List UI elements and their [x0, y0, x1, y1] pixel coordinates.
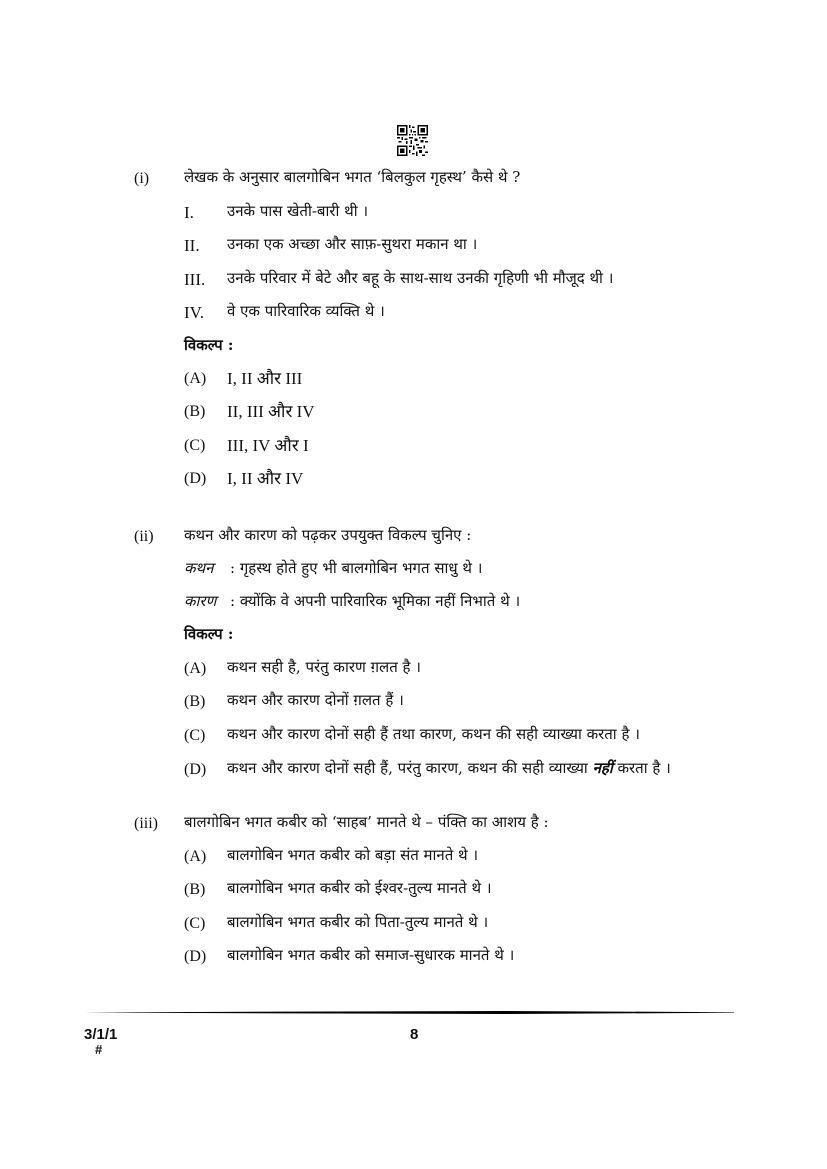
option-text-part: करता है । [612, 759, 671, 777]
reason-text: : क्योंकि वे अपनी पारिवारिक भूमिका नहीं निभाते थे । [230, 592, 521, 610]
option-text: कथन और कारण दोनों सही हैं तथा कारण, कथन की सही व्याख्या करता है । [227, 725, 640, 743]
question-text: बालगोबिन भगत कबीर को ‘साहब’ मानते थे – पंक्ति का आशय है : [184, 813, 549, 831]
option-label: (D) [184, 470, 207, 487]
option-text: बालगोबिन भगत कबीर को बड़ा संत मानते थे । [227, 846, 479, 864]
option-label: (C) [184, 437, 206, 454]
option-text: कथन सही है, परंतु कारण ग़लत है । [227, 658, 421, 676]
assertion-label: कथन [184, 559, 214, 577]
option-label: (B) [184, 403, 206, 420]
question-number: (iii) [134, 815, 158, 832]
page-number: 8 [410, 1026, 419, 1043]
option-text: बालगोबिन भगत कबीर को पिता-तुल्य मानते थे । [227, 913, 489, 931]
option-text: बालगोबिन भगत कबीर को ईश्वर-तुल्य मानते थे । [227, 879, 492, 897]
statement-text: उनके पास खेती-बारी थी । [227, 202, 369, 220]
option-text: III, IV और I [227, 436, 309, 455]
statement-text: उनके परिवार में बेटे और बहू के साथ-साथ उनकी गृहिणी भी मौजूद थी । [227, 269, 614, 287]
statement-text: उनका एक अच्छा और साफ़-सुथरा मकान था । [227, 235, 478, 253]
option-label: (C) [184, 915, 206, 932]
statement-text: वे एक पारिवारिक व्यक्ति थे । [227, 302, 385, 320]
footer-mark: # [95, 1042, 103, 1057]
option-label: (A) [184, 660, 207, 677]
qr-code-icon [397, 125, 428, 156]
paper-code: 3/1/1 [84, 1026, 118, 1043]
option-text: बालगोबिन भगत कबीर को समाज-सुधारक मानते थे । [227, 946, 515, 964]
option-label: (C) [184, 727, 206, 744]
statement-label: IV. [184, 303, 204, 322]
statement-label: I. [184, 203, 194, 222]
option-label: (B) [184, 693, 206, 710]
options-heading: विकल्प : [184, 625, 234, 643]
question-text: लेखक के अनुसार बालगोबिन भगत ‘बिलकुल गृहस्थ’ कैसे थे ? [184, 168, 521, 186]
reason-label: कारण [184, 592, 217, 610]
option-label: (A) [184, 848, 207, 865]
question-number: (ii) [134, 528, 154, 545]
option-label: (D) [184, 761, 207, 778]
option-text: II, III और IV [227, 402, 315, 421]
option-label: (A) [184, 370, 207, 387]
option-text-part: कथन और कारण दोनों सही हैं, परंतु कारण, कथन की सही व्याख्या [227, 759, 593, 777]
option-label: (B) [184, 881, 206, 898]
option-text: I, II और IV [227, 469, 304, 488]
question-number: (i) [134, 170, 150, 187]
assertion-text: : गृहस्थ होते हुए भी बालगोबिन भगत साधु थे । [230, 559, 483, 577]
option-text: कथन और कारण दोनों ग़लत हैं । [227, 691, 404, 709]
options-heading: विकल्प : [184, 336, 234, 354]
statement-label: III. [184, 270, 206, 289]
option-label: (D) [184, 948, 207, 965]
statement-label: II. [184, 236, 200, 255]
question-text: कथन और कारण को पढ़कर उपयुक्त विकल्प चुनिए : [184, 526, 472, 544]
emphasis-word: नहीं [592, 759, 613, 777]
option-text [227, 761, 671, 776]
footer-rule [84, 1011, 734, 1014]
option-text: I, II और III [227, 369, 303, 388]
